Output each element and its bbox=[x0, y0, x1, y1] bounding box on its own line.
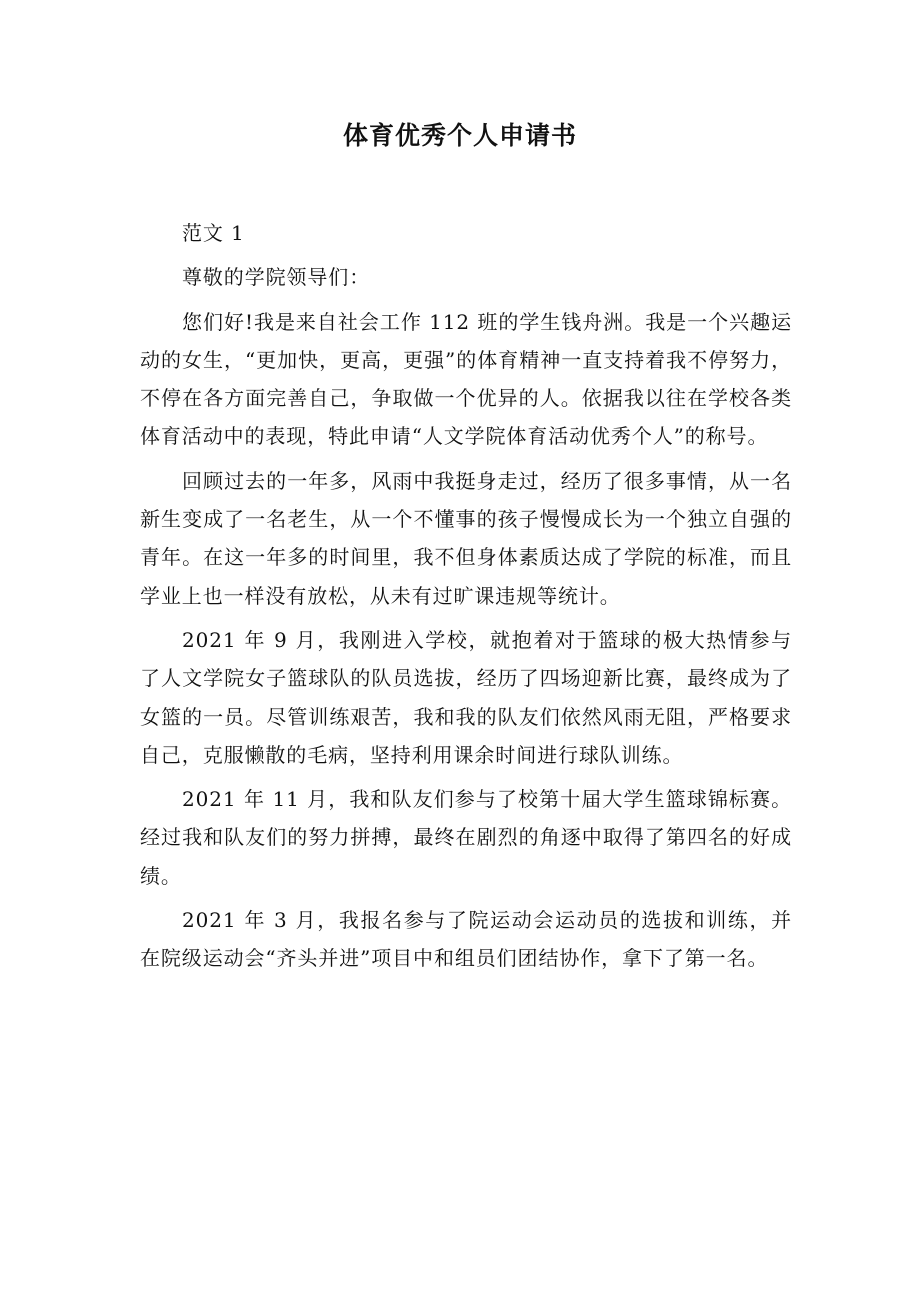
paragraph-review: 回顾过去的一年多，风雨中我挺身走过，经历了很多事情，从一名新生变成了一名老生，从一个不懂事的孩子慢慢成长为一个独立自强的青年。在这一年多的时间里，我不但身体素质达成了学院的标准，而且学业上也一样没有放松，从未有过旷课违规等统计。 bbox=[140, 468, 792, 608]
document-title: 体育优秀个人申请书 bbox=[342, 121, 577, 150]
paragraph-salutation: 尊敬的学院领导们： bbox=[182, 265, 371, 290]
paragraph-sports-meet: 2021 年 3 月，我报名参与了院运动会运动员的选拔和训练，并在院级运动会“齐头并进”项目中和组员们团结协作，拿下了第一名。 bbox=[140, 908, 792, 971]
paragraph-basketball-team: 2021 年 9 月，我刚进入学校，就抱着对于篮球的极大热情参与了人文学院女子篮球队的队员选拔，经历了四场迎新比赛，最终成为了女篮的一员。尽管训练艰苦，我和我的队友们依然风雨无阻，严格要求自己，克服懒散的毛病，坚持利用课余时间进行球队训练。 bbox=[140, 627, 792, 767]
paragraph-sample-label: 范文 1 bbox=[182, 221, 245, 245]
paragraph-championship: 2021 年 11 月，我和队友们参与了校第十届大学生篮球锦标赛。经过我和队友们的努力拼搏，最终在剧烈的角逐中取得了第四名的好成绩。 bbox=[140, 787, 792, 888]
paragraph-introduction: 您们好!我是来自社会工作 112 班的学生钱舟洲。我是一个兴趣运动的女生，“更加快，更高，更强”的体育精神一直支持着我不停努力，不停在各方面完善自己，争取做一个优异的人。依据我以往在学校各类体育活动中的表现，特此申请“人文学院体育活动优秀个人”的称号。 bbox=[140, 309, 792, 449]
document-body bbox=[140, 214, 792, 984]
